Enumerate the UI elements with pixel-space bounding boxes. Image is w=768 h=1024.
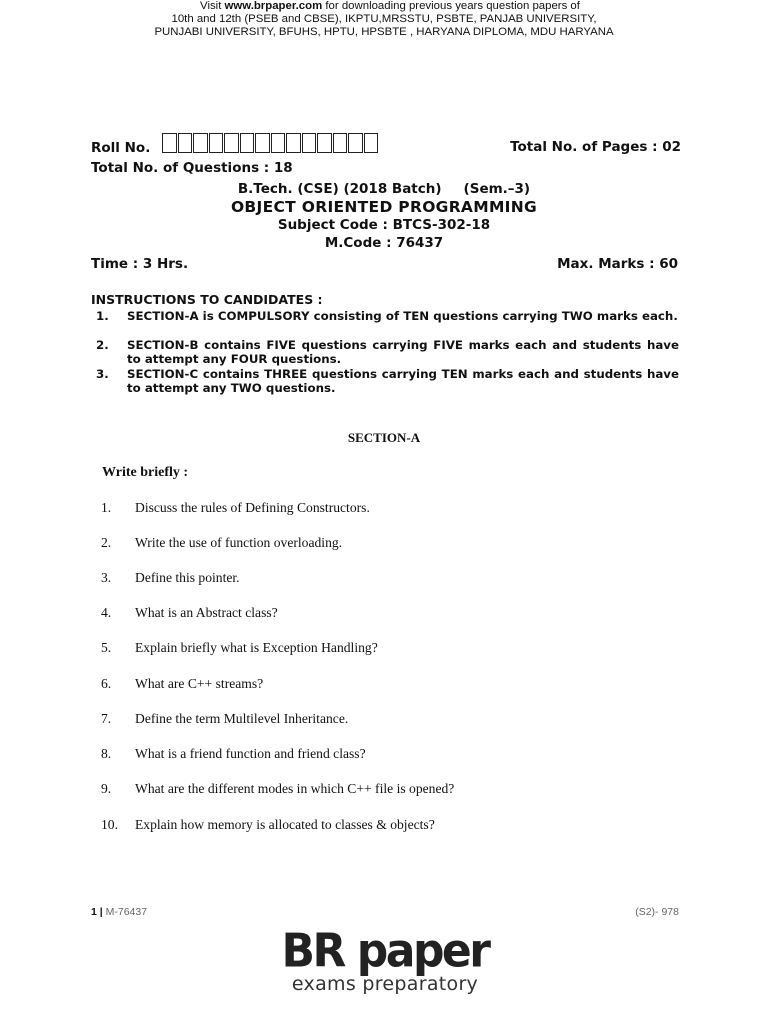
roll-number-label: Roll No.: [91, 140, 151, 156]
banner-line-2: 10th and 12th (PSEB and CBSE), IKPTU,MRSSTU, PSBTE, PANJAB UNIVERSITY,: [171, 13, 597, 25]
roll-number-box: [333, 133, 348, 153]
footer-series: (S2)- 978: [635, 906, 679, 918]
instruction-item: [96, 368, 679, 395]
section-a-instruction: Write briefly :: [102, 465, 189, 480]
roll-number-box: [224, 133, 239, 153]
instruction-text: SECTION-A is COMPULSORY consisting of TEN questions carrying TWO marks each.: [127, 309, 678, 323]
instructions-heading: INSTRUCTIONS TO CANDIDATES :: [91, 292, 323, 307]
max-marks: Max. Marks : 60: [557, 256, 678, 272]
roll-number-box: [178, 133, 193, 153]
subject-code: Subject Code : BTCS-302-18: [277, 217, 491, 233]
roll-number-boxes: [162, 133, 379, 153]
question-number: 9.: [101, 781, 112, 796]
banner-line-3: PUNJABI UNIVERSITY, BFUHS, HPTU, HPSBTE , HARYANA DIPLOMA, MDU HARYANA: [154, 26, 614, 38]
roll-number-row: [91, 133, 681, 157]
subject-title: OBJECT ORIENTED PROGRAMMING: [230, 198, 538, 216]
section-a-title: SECTION-A: [347, 430, 421, 445]
roll-number-box: [317, 133, 332, 153]
roll-number-box: [302, 133, 317, 153]
total-pages: Total No. of Pages : 02: [510, 139, 681, 155]
footer-page-info: [91, 906, 147, 918]
question-number: 5.: [101, 640, 112, 655]
total-questions: Total No. of Questions : 18: [91, 160, 293, 176]
top-banner: [0, 0, 768, 39]
roll-number-box: [240, 133, 255, 153]
banner-prefix: Visit: [200, 0, 225, 12]
question-text: What is a friend function and friend class?: [135, 746, 366, 761]
footer-code: M-76437: [105, 906, 148, 918]
instruction-item: [96, 339, 679, 366]
question-text: Explain how memory is allocated to classes & objects?: [135, 817, 435, 832]
logo-tagline: exams preparatory: [291, 973, 479, 995]
roll-number-box: [209, 133, 224, 153]
logo-brand: BR paper: [281, 924, 489, 979]
m-code: M.Code : 76437: [324, 235, 444, 251]
question-text: Define this pointer.: [135, 570, 240, 585]
question-number: 8.: [101, 746, 112, 761]
instruction-text: SECTION-C contains THREE questions carrying TEN marks each and students have to attempt any TWO questions.: [127, 367, 679, 395]
course-name: B.Tech. (CSE) (2018 Batch): [237, 181, 442, 197]
roll-number-box: [193, 133, 208, 153]
course-line: [0, 181, 768, 197]
question-number: 6.: [101, 676, 112, 691]
roll-number-box: [348, 133, 363, 153]
question-text: What are the different modes in which C++ file is opened?: [135, 781, 455, 796]
semester: (Sem.–3): [463, 181, 531, 197]
footer-separator: |: [96, 906, 106, 918]
banner-site-link: www.brpaper.com: [224, 0, 323, 12]
roll-number-box: [364, 133, 379, 153]
exam-time: Time : 3 Hrs.: [91, 256, 189, 272]
question-text: Define the term Multilevel Inheritance.: [135, 711, 349, 726]
question-number: 3.: [101, 570, 112, 585]
question-text: Explain briefly what is Exception Handling?: [135, 640, 378, 655]
instruction-number: 3.: [96, 367, 109, 381]
instruction-text: SECTION-B contains FIVE questions carrying FIVE marks each and students have to attempt any FOUR questions.: [127, 338, 679, 366]
question-number: 1.: [101, 500, 112, 515]
question-number: 4.: [101, 605, 112, 620]
instruction-item: [96, 310, 679, 324]
question-text: What are C++ streams?: [135, 676, 264, 691]
instruction-number: 1.: [96, 309, 109, 323]
question-number: 2.: [101, 535, 112, 550]
question-number: 10.: [101, 817, 118, 832]
banner-suffix: for downloading previous years question papers of: [322, 0, 580, 12]
roll-number-box: [255, 133, 270, 153]
question-text: Discuss the rules of Defining Constructors.: [135, 500, 370, 515]
brpaper-logo: [280, 924, 490, 1000]
roll-number-box: [162, 133, 177, 153]
question-number: 7.: [101, 711, 112, 726]
instruction-number: 2.: [96, 338, 109, 352]
question-text: What is an Abstract class?: [135, 605, 278, 620]
roll-number-box: [286, 133, 301, 153]
page-number: 1: [91, 906, 97, 918]
roll-number-box: [271, 133, 286, 153]
question-text: Write the use of function overloading.: [135, 535, 343, 550]
